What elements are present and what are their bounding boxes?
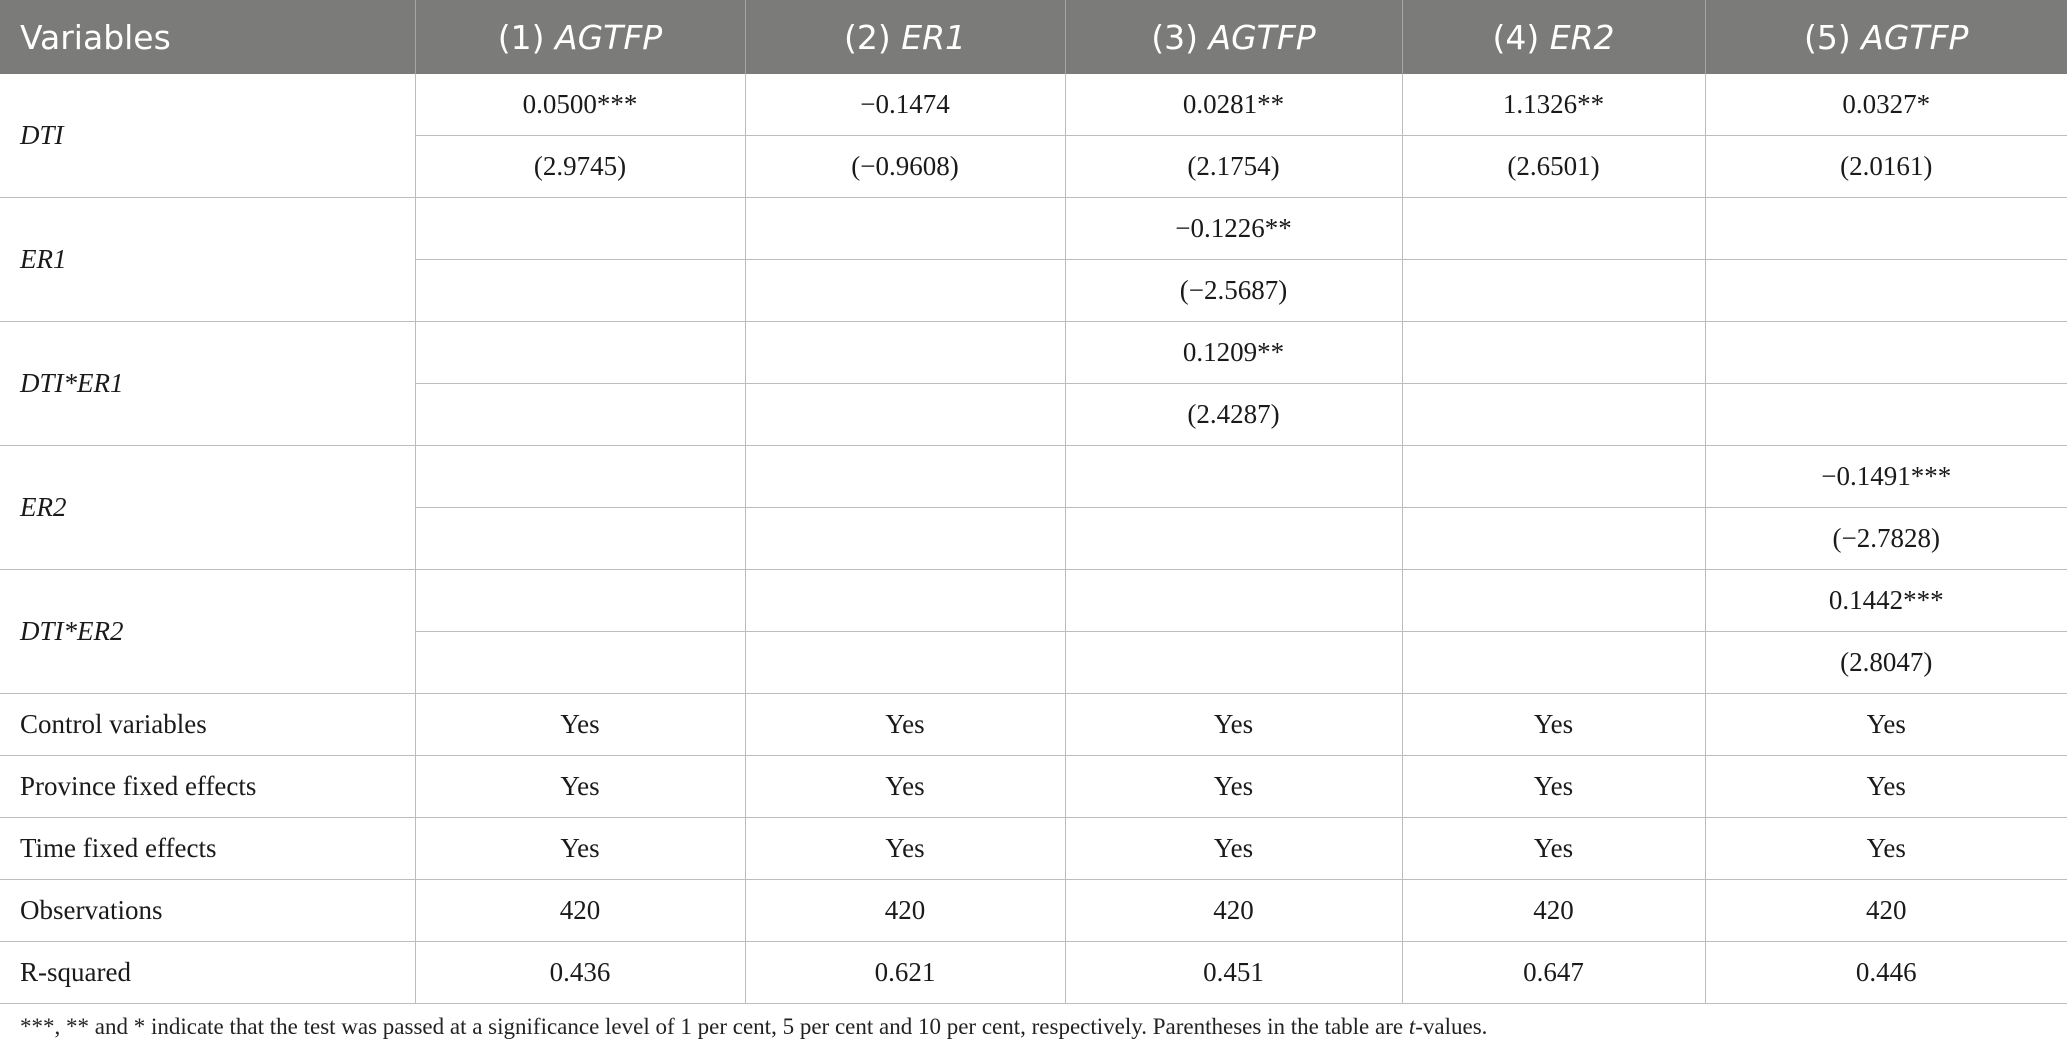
table-footnote bbox=[20, 1014, 2050, 1040]
cell-value: 0.621 bbox=[745, 942, 1065, 1004]
header-col-3-name: AGTFP bbox=[1208, 17, 1316, 57]
cell-coef bbox=[415, 446, 745, 508]
cell-coef bbox=[745, 446, 1065, 508]
row-label-er1: ER1 bbox=[0, 198, 415, 322]
table-row-er2-coef bbox=[0, 446, 2067, 508]
cell-coef bbox=[1402, 198, 1705, 260]
cell-coef bbox=[1065, 570, 1402, 632]
cell-value: 420 bbox=[745, 880, 1065, 942]
cell-coef bbox=[745, 322, 1065, 384]
table-row-r-squared bbox=[0, 942, 2067, 1004]
header-col-5-num: (5) bbox=[1804, 17, 1862, 57]
cell-value: Yes bbox=[415, 756, 745, 818]
header-col-1-num: (1) bbox=[497, 17, 556, 57]
row-label-dti-er2: DTI*ER2 bbox=[0, 570, 415, 694]
cell-coef: −0.1491*** bbox=[1705, 446, 2067, 508]
cell-tval bbox=[1705, 260, 2067, 322]
cell-value: Yes bbox=[1065, 694, 1402, 756]
header-col-5 bbox=[1705, 0, 2067, 74]
cell-coef bbox=[415, 570, 745, 632]
cell-coef: 0.0327* bbox=[1705, 74, 2067, 136]
cell-coef bbox=[1065, 446, 1402, 508]
cell-coef bbox=[415, 322, 745, 384]
cell-value: 420 bbox=[1065, 880, 1402, 942]
cell-coef: 0.0281** bbox=[1065, 74, 1402, 136]
cell-tval: (2.0161) bbox=[1705, 136, 2067, 198]
row-label-r-squared: R-squared bbox=[0, 942, 415, 1004]
cell-coef: −0.1474 bbox=[745, 74, 1065, 136]
cell-value: Yes bbox=[745, 694, 1065, 756]
cell-value: Yes bbox=[745, 818, 1065, 880]
cell-value: Yes bbox=[415, 694, 745, 756]
row-label-time-fixed-effects: Time fixed effects bbox=[0, 818, 415, 880]
cell-tval bbox=[745, 632, 1065, 694]
cell-tval: (2.4287) bbox=[1065, 384, 1402, 446]
cell-tval bbox=[415, 260, 745, 322]
cell-coef bbox=[745, 570, 1065, 632]
cell-tval bbox=[1402, 260, 1705, 322]
header-col-1 bbox=[415, 0, 745, 74]
cell-coef: 0.0500*** bbox=[415, 74, 745, 136]
header-col-2-name: ER1 bbox=[901, 17, 966, 57]
cell-value: Yes bbox=[745, 756, 1065, 818]
header-col-4 bbox=[1402, 0, 1705, 74]
table-row-dti-er1-coef bbox=[0, 322, 2067, 384]
cell-value: 0.647 bbox=[1402, 942, 1705, 1004]
row-label-observations: Observations bbox=[0, 880, 415, 942]
table-row-dti-coef bbox=[0, 74, 2067, 136]
cell-coef bbox=[1402, 570, 1705, 632]
cell-value: Yes bbox=[1402, 694, 1705, 756]
table-row-province-fixed-effects bbox=[0, 756, 2067, 818]
cell-tval bbox=[1402, 384, 1705, 446]
header-col-4-name: ER2 bbox=[1549, 17, 1615, 57]
cell-tval: (2.9745) bbox=[415, 136, 745, 198]
cell-coef: −0.1226** bbox=[1065, 198, 1402, 260]
footnote-main: ***, ** and * indicate that the test was passed at a significance level of 1 per cent, 5 per cent and 10 per cent, respectively. Parentheses in the table are bbox=[20, 1014, 1409, 1039]
cell-value: 0.446 bbox=[1705, 942, 2067, 1004]
cell-tval: (2.8047) bbox=[1705, 632, 2067, 694]
footnote-tail: -values. bbox=[1415, 1014, 1488, 1039]
header-col-2-num: (2) bbox=[843, 17, 902, 57]
table-row-dti-er2-coef bbox=[0, 570, 2067, 632]
cell-value: Yes bbox=[1705, 818, 2067, 880]
cell-coef bbox=[1705, 322, 2067, 384]
cell-value: Yes bbox=[1402, 756, 1705, 818]
cell-value: Yes bbox=[1065, 756, 1402, 818]
header-col-1-name: AGTFP bbox=[555, 17, 663, 57]
cell-value: Yes bbox=[1065, 818, 1402, 880]
cell-tval bbox=[745, 508, 1065, 570]
header-variables: Variables bbox=[0, 0, 415, 74]
header-col-4-num: (4) bbox=[1492, 17, 1550, 57]
cell-coef bbox=[745, 198, 1065, 260]
cell-tval bbox=[415, 508, 745, 570]
header-row bbox=[0, 0, 2067, 74]
cell-value: Yes bbox=[1705, 694, 2067, 756]
table-row-control-variables bbox=[0, 694, 2067, 756]
cell-tval: (2.1754) bbox=[1065, 136, 1402, 198]
row-label-dti: DTI bbox=[0, 74, 415, 198]
cell-value: 420 bbox=[1705, 880, 2067, 942]
cell-tval bbox=[1402, 632, 1705, 694]
cell-coef bbox=[1402, 446, 1705, 508]
header-col-5-name: AGTFP bbox=[1861, 17, 1969, 57]
cell-tval: (−2.5687) bbox=[1065, 260, 1402, 322]
cell-coef bbox=[1402, 322, 1705, 384]
header-col-3 bbox=[1065, 0, 1402, 74]
cell-value: Yes bbox=[1705, 756, 2067, 818]
cell-tval bbox=[1705, 384, 2067, 446]
cell-tval bbox=[1065, 508, 1402, 570]
cell-tval: (−0.9608) bbox=[745, 136, 1065, 198]
cell-value: Yes bbox=[1402, 818, 1705, 880]
cell-value: 0.451 bbox=[1065, 942, 1402, 1004]
footnote-italic-t: t bbox=[1408, 1014, 1416, 1039]
table-row-observations bbox=[0, 880, 2067, 942]
cell-tval bbox=[745, 384, 1065, 446]
cell-tval bbox=[1065, 632, 1402, 694]
cell-value: Yes bbox=[415, 818, 745, 880]
table-row-er1-coef bbox=[0, 198, 2067, 260]
row-label-er2: ER2 bbox=[0, 446, 415, 570]
row-label-control-variables: Control variables bbox=[0, 694, 415, 756]
cell-coef: 0.1442*** bbox=[1705, 570, 2067, 632]
cell-coef: 0.1209** bbox=[1065, 322, 1402, 384]
cell-coef bbox=[1705, 198, 2067, 260]
row-label-province-fixed-effects: Province fixed effects bbox=[0, 756, 415, 818]
row-label-dti-er1: DTI*ER1 bbox=[0, 322, 415, 446]
header-col-3-num: (3) bbox=[1151, 17, 1209, 57]
cell-tval bbox=[1402, 508, 1705, 570]
cell-coef bbox=[415, 198, 745, 260]
header-col-2 bbox=[745, 0, 1065, 74]
cell-value: 420 bbox=[1402, 880, 1705, 942]
cell-tval bbox=[415, 384, 745, 446]
cell-tval: (2.6501) bbox=[1402, 136, 1705, 198]
cell-tval: (−2.7828) bbox=[1705, 508, 2067, 570]
cell-tval bbox=[415, 632, 745, 694]
cell-tval bbox=[745, 260, 1065, 322]
cell-coef: 1.1326** bbox=[1402, 74, 1705, 136]
table-row-time-fixed-effects bbox=[0, 818, 2067, 880]
cell-value: 0.436 bbox=[415, 942, 745, 1004]
cell-value: 420 bbox=[415, 880, 745, 942]
